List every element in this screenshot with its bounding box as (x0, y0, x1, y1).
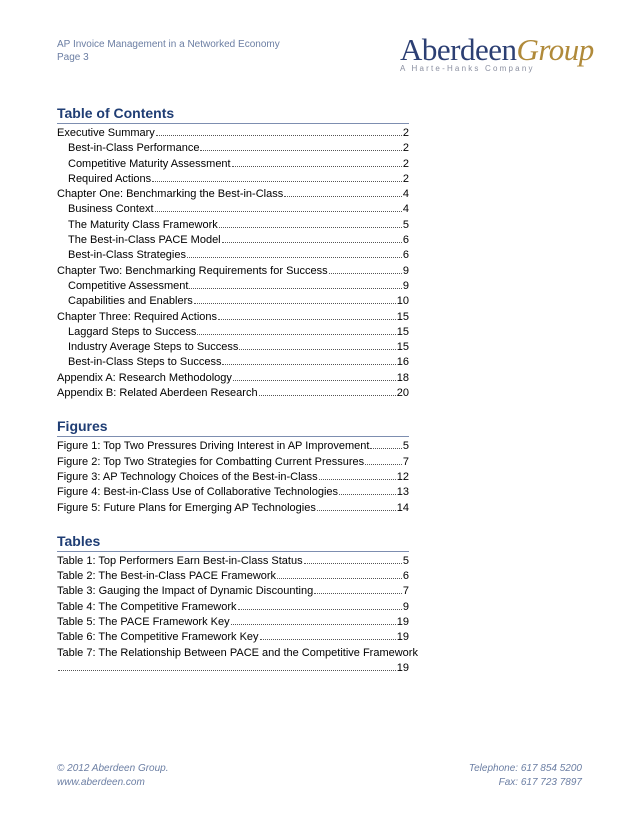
toc-entry-continuation[interactable] (57, 661, 409, 676)
toc-entry-title: Best-in-Class Strategies (68, 249, 186, 262)
tables-section (57, 532, 418, 676)
figures-list (57, 439, 409, 515)
logo-name-part1: Aberdeen (400, 32, 517, 67)
toc-entry[interactable] (57, 554, 409, 569)
dot-leader (197, 334, 395, 335)
dot-leader (231, 624, 396, 625)
toc-entry[interactable] (57, 340, 409, 355)
telephone-number: Telephone: 617 854 5200 (468, 763, 582, 774)
dot-leader (218, 319, 396, 320)
toc-entry[interactable] (57, 470, 409, 485)
page-header (57, 38, 280, 64)
toc-entry[interactable] (57, 371, 409, 386)
dot-leader (304, 563, 402, 564)
logo-tagline: A Harte-Hanks Company (400, 64, 535, 73)
dot-leader (156, 135, 402, 136)
toc-entry-title: The Maturity Class Framework (68, 218, 218, 231)
toc-entry[interactable] (57, 615, 409, 630)
dot-leader (259, 395, 396, 396)
toc-entry-title: Figure 1: Top Two Pressures Driving Interest in AP Improvement (57, 440, 370, 453)
toc-entry[interactable] (57, 248, 409, 263)
toc-entry-title: The Best-in-Class PACE Model (68, 234, 221, 247)
toc-entry[interactable] (57, 279, 409, 294)
toc-entry-page: 12 (396, 470, 409, 483)
toc-entry[interactable] (57, 310, 409, 325)
toc-entry-title: Table 2: The Best-in-Class PACE Framework (57, 570, 277, 583)
toc-entry-title: Executive Summary (57, 127, 155, 139)
tables-heading: Tables (57, 533, 409, 552)
dot-leader (370, 448, 401, 449)
toc-entry-page: 7 (402, 585, 409, 598)
dot-leader (238, 609, 402, 610)
logo-name-part2: Group (516, 32, 594, 67)
toc-entry-title: Chapter Two: Benchmarking Requirements for Success (57, 264, 328, 277)
toc-entry-page: 19 (396, 616, 409, 629)
dot-leader (339, 494, 396, 495)
toc-entry-page: 6 (402, 570, 409, 583)
toc-entry-title: Table 5: The PACE Framework Key (57, 616, 230, 629)
toc-entry-title: Chapter One: Benchmarking the Best-in-Class (57, 188, 284, 201)
toc-entry-title: Capabilities and Enablers (68, 295, 193, 308)
dot-leader (260, 639, 396, 640)
dot-leader (152, 181, 402, 182)
toc-entry[interactable] (57, 218, 409, 233)
toc-entry-page: 5 (402, 218, 409, 231)
toc-entry-title: Appendix A: Research Methodology (57, 371, 232, 384)
figures-section (57, 418, 409, 515)
dot-leader (232, 166, 402, 167)
toc-entry[interactable] (57, 325, 409, 340)
logo-wordmark (400, 34, 600, 66)
dot-leader (200, 150, 401, 151)
toc-entry-title: Table 3: Gauging the Impact of Dynamic Discounting (57, 585, 314, 598)
toc-entry-title: Industry Average Steps to Success (68, 341, 239, 354)
dot-leader (329, 273, 402, 274)
toc-entry-page: 9 (402, 264, 409, 277)
toc-entry-title: Figure 4: Best-in-Class Use of Collaborative Technologies (57, 486, 339, 499)
toc-entry-title: Appendix B: Related Aberdeen Research (57, 387, 258, 400)
toc-heading: Table of Contents (57, 105, 409, 124)
footer-left (57, 762, 169, 790)
dot-leader (233, 380, 396, 381)
toc-entry-page: 2 (402, 127, 409, 139)
toc-section (57, 105, 409, 401)
page-number: Page 3 (57, 52, 89, 63)
dot-leader (58, 670, 396, 671)
toc-entry-page: 18 (396, 371, 409, 384)
footer-right (469, 762, 582, 790)
toc-entry-page: 19 (396, 661, 409, 674)
toc-entry-title: Best-in-Class Steps to Success (68, 356, 222, 369)
toc-entry-title: Table 1: Top Performers Earn Best-in-Class Status (57, 554, 303, 567)
tables-list (57, 554, 409, 646)
toc-entry-title: Competitive Assessment (68, 279, 189, 292)
dot-leader (194, 303, 396, 304)
toc-entry-page: 5 (402, 440, 409, 453)
dot-leader (239, 349, 395, 350)
toc-entry-title: Table 6: The Competitive Framework Key (57, 631, 259, 644)
toc-entry-page: 19 (396, 631, 409, 644)
dot-leader (284, 196, 402, 197)
figures-heading: Figures (57, 418, 409, 437)
document-title: AP Invoice Management in a Networked Economy (57, 39, 280, 50)
toc-entry-page: 2 (402, 157, 409, 170)
dot-leader (187, 257, 402, 258)
dot-leader (222, 242, 402, 243)
dot-leader (222, 364, 395, 365)
toc-entry[interactable] (57, 569, 409, 584)
dot-leader (155, 211, 402, 212)
toc-entry-page: 6 (402, 249, 409, 262)
website-link[interactable]: www.aberdeen.com (57, 777, 145, 788)
toc-entry[interactable] (57, 126, 409, 141)
toc-entry[interactable] (57, 600, 409, 615)
toc-entry-title: Figure 5: Future Plans for Emerging AP Technologies (57, 501, 316, 514)
toc-entry[interactable] (57, 294, 409, 309)
toc-entry-page: 20 (396, 387, 409, 400)
toc-entry[interactable] (57, 187, 409, 202)
toc-entry-title: Chapter Three: Required Actions (57, 310, 217, 323)
dot-leader (365, 464, 402, 465)
toc-entry[interactable] (57, 172, 409, 187)
dot-leader (319, 479, 396, 480)
toc-entry[interactable] (57, 455, 409, 470)
toc-entry-title: Figure 2: Top Two Strategies for Combatting Current Pressures (57, 455, 365, 468)
toc-entry[interactable] (57, 141, 409, 156)
toc-entry-title: Competitive Maturity Assessment (68, 157, 231, 170)
toc-entry-title: Business Context (68, 203, 154, 216)
toc-entry-page: 9 (402, 279, 409, 292)
toc-entry[interactable] (57, 485, 409, 500)
toc-entry[interactable] (57, 501, 409, 516)
toc-entry-page: 15 (396, 310, 409, 323)
contents-page (57, 105, 418, 676)
aberdeen-group-logo (400, 34, 600, 73)
fax-number: Fax: 617 723 7897 (498, 777, 582, 788)
toc-entry-title: Required Actions (68, 172, 152, 185)
toc-entry-title: Laggard Steps to Success (68, 325, 197, 338)
dot-leader (314, 593, 402, 594)
toc-entry-title: Best-in-Class Performance (68, 142, 200, 155)
toc-entry-page: 15 (396, 325, 409, 338)
dot-leader (317, 510, 396, 511)
dot-leader (189, 288, 401, 289)
toc-entry-page: 5 (402, 554, 409, 567)
toc-entry-page: 9 (402, 600, 409, 613)
toc-entry-page: 2 (402, 172, 409, 185)
toc-entry-title: Figure 3: AP Technology Choices of the Best-in-Class (57, 470, 318, 483)
copyright-text: © 2012 Aberdeen Group. (57, 763, 169, 774)
toc-entry-page: 16 (396, 356, 409, 369)
toc-entry-page: 14 (396, 501, 409, 514)
toc-entry-page: 6 (402, 234, 409, 247)
toc-entry-page: 15 (396, 341, 409, 354)
toc-entry-page: 13 (396, 486, 409, 499)
toc-entry[interactable] (57, 202, 409, 217)
toc-entry-page: 2 (402, 142, 409, 155)
toc-entry-page: 10 (396, 295, 409, 308)
toc-entry[interactable] (57, 157, 409, 172)
toc-entry-title[interactable]: Table 7: The Relationship Between PACE and the Competitive Framework (57, 646, 418, 659)
toc-entry[interactable] (57, 630, 409, 645)
dot-leader (219, 227, 402, 228)
toc-entry[interactable] (57, 439, 409, 454)
toc-entry-title: Table 4: The Competitive Framework (57, 600, 237, 613)
toc-entry[interactable] (57, 264, 409, 279)
toc-list (57, 126, 409, 401)
dot-leader (277, 578, 402, 579)
toc-entry-page: 4 (402, 203, 409, 216)
toc-entry[interactable] (57, 355, 409, 370)
toc-entry-page: 7 (402, 455, 409, 468)
toc-entry[interactable] (57, 233, 409, 248)
toc-entry[interactable] (57, 386, 409, 401)
toc-entry-page: 4 (402, 188, 409, 201)
toc-entry[interactable] (57, 584, 409, 599)
